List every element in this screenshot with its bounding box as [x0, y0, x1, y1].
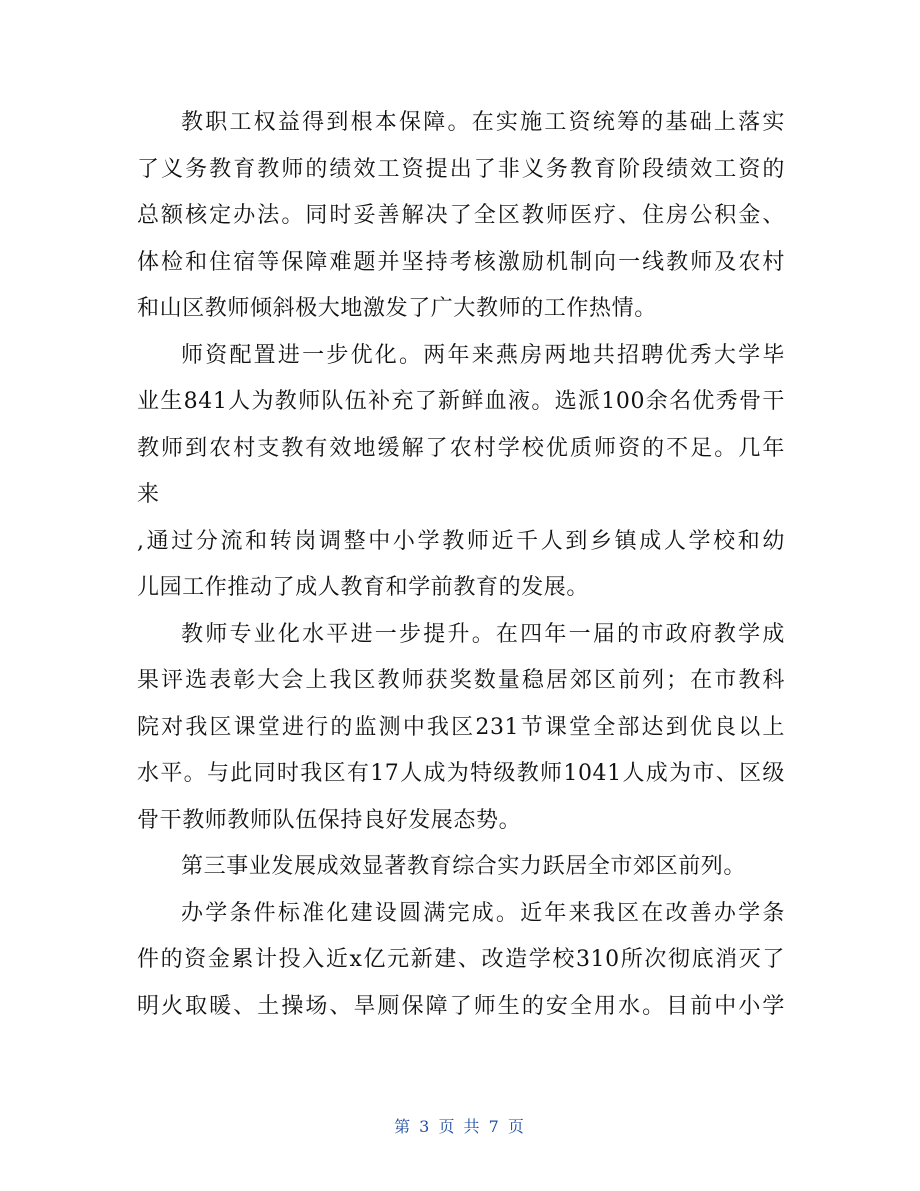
paragraph-3-line-5: 骨干教师教师队伍保持良好发展态势。 [137, 807, 522, 833]
paragraph-1-line-3: 总额核定办法。同时妥善解决了全区教师医疗、住房公积金、 [137, 203, 785, 228]
paragraph-1-line-4: 体检和住宿等保障难题并坚持考核激励机制向一线教师及农村 [137, 249, 785, 275]
paragraph-3-line-4: 水平。与此同时我区有17人成为特级教师1041人成为市、区级 [137, 761, 785, 786]
paragraph-2-line-6: 儿园工作推动了成人教育和学前教育的发展。 [137, 575, 590, 600]
paragraph-5-line-3: 明火取暖、土操场、旱厕保障了师生的安全用水。目前中小学 [137, 993, 785, 1019]
paragraph-4-line-1: 第三事业发展成效显著教育综合实力跃居全市郊区前列。 [181, 854, 747, 879]
paragraph-2-line-1: 师资配置进一步优化。两年来燕房两地共招聘优秀大学毕 [181, 342, 785, 368]
paragraph-1-line-2: 了义务教育教师的绩效工资提出了非义务教育阶段绩效工资的 [137, 156, 785, 182]
paragraph-5-line-2: 件的资金累计投入近x亿元新建、改造学校310所次彻底消灭了 [137, 947, 785, 972]
paragraph-2-line-5: ,通过分流和转岗调整中小学教师近千人到乡镇成人学校和幼 [137, 528, 785, 554]
paragraph-3-line-3: 院对我区课堂进行的监测中我区231节课堂全部达到优良以上 [137, 714, 785, 740]
paragraph-3-line-1: 教师专业化水平进一步提升。在四年一届的市政府教学成 [181, 621, 785, 647]
paragraph-5-line-1: 办学条件标准化建设圆满完成。近年来我区在改善办学条 [181, 900, 785, 926]
paragraph-1-line-5: 和山区教师倾斜极大地激发了广大教师的工作热情。 [137, 296, 657, 321]
document-body [137, 100, 785, 1030]
paragraph-2-line-3: 教师到农村支教有效地缓解了农村学校优质师资的不足。几年 [137, 435, 785, 461]
paragraph-1-line-1: 教职工权益得到根本保障。在实施工资统筹的基础上落实 [181, 110, 785, 135]
paragraph-2-line-4: 来 [137, 482, 160, 507]
paragraph-2-line-2: 业生841人为教师队伍补充了新鲜血液。选派100余名优秀骨干 [137, 389, 785, 414]
paragraph-3-line-2: 果评选表彰大会上我区教师获奖数量稳居郊区前列；在市教科 [137, 668, 785, 693]
page-number-footer: 第 3 页 共 7 页 [394, 1117, 526, 1136]
